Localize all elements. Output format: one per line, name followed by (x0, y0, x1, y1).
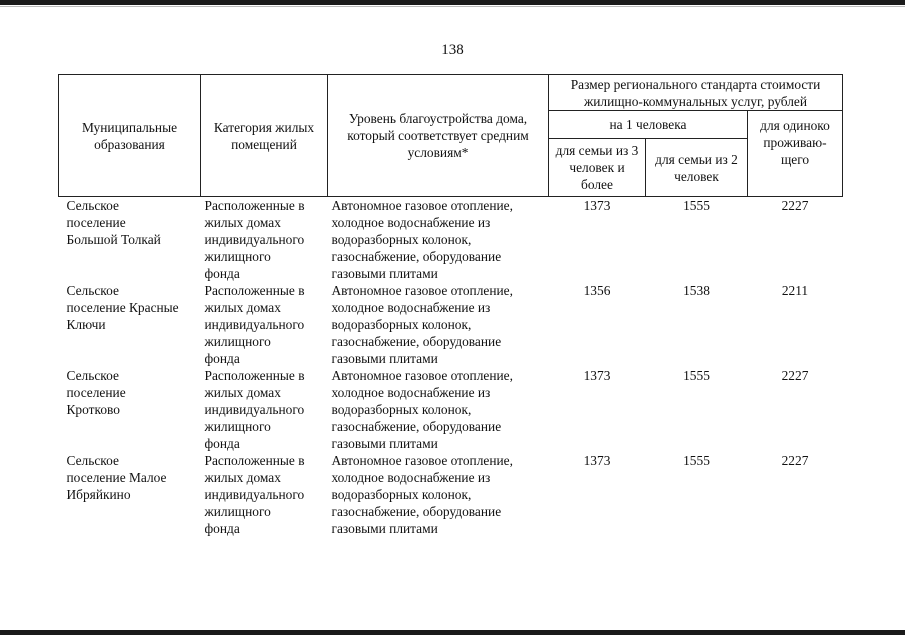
cell-family-2: 1555 (683, 198, 710, 213)
header-per-person: на 1 человека (549, 111, 748, 139)
cell-single: 2211 (781, 283, 809, 298)
cell-family-3plus: 1373 (583, 198, 611, 213)
header-single: для одиноко проживаю-щего (748, 111, 843, 197)
cell-family-2: 1555 (683, 368, 710, 383)
cell-category: Расположенные в жилых домах индивидуального жилищного фонда (204, 198, 305, 281)
cell-municipality: Сельское поселение Красные Ключи (66, 283, 179, 332)
page-number: 138 (441, 42, 464, 58)
cell-family-2: 1538 (683, 283, 710, 298)
housing-standard-table (58, 74, 843, 537)
cell-single: 2227 (781, 453, 809, 468)
header-family-2: для семьи из 2 человек (646, 139, 748, 197)
cell-level: Автономное газовое отопление, холодное водоснабжение из водоразборных колонок, газоснабжение, оборудование газовыми плитами (331, 368, 513, 451)
cell-family-3plus: 1373 (583, 368, 611, 383)
table-row (59, 367, 843, 452)
header-category: Категория жилых помещений (201, 75, 328, 197)
cell-level: Автономное газовое отопление, холодное водоснабжение из водоразборных колонок, газоснабжение, оборудование газовыми плитами (331, 198, 513, 281)
header-family-3plus: для семьи из 3 человек и более (549, 139, 646, 197)
cell-family-3plus: 1356 (583, 283, 611, 298)
scan-border-top (0, 0, 905, 5)
header-standard-size: Размер регионального стандарта стоимости жилищно-коммунальных услуг, рублей (549, 75, 843, 111)
header-municipality: Муниципальные образования (59, 75, 201, 197)
table-row (59, 282, 843, 367)
table-row (59, 452, 843, 537)
cell-category: Расположенные в жилых домах индивидуального жилищного фонда (204, 453, 305, 536)
header-level: Уровень благоустройства дома, который соответствует средним условиям* (328, 75, 549, 197)
cell-family-2: 1555 (683, 453, 710, 468)
table-row (59, 197, 843, 283)
cell-category: Расположенные в жилых домах индивидуального жилищного фонда (204, 283, 305, 366)
cell-level: Автономное газовое отопление, холодное водоснабжение из водоразборных колонок, газоснабжение, оборудование газовыми плитами (331, 453, 513, 536)
cell-category: Расположенные в жилых домах индивидуального жилищного фонда (204, 368, 305, 451)
cell-municipality: Сельское поселение Большой Толкай (66, 198, 161, 247)
scan-border-bottom (0, 630, 905, 635)
cell-municipality: Сельское поселение Кротково (66, 368, 126, 417)
cell-municipality: Сельское поселение Малое Ибряйкино (66, 453, 167, 502)
cell-single: 2227 (781, 368, 809, 383)
cell-single: 2227 (781, 198, 809, 213)
cell-level: Автономное газовое отопление, холодное водоснабжение из водоразборных колонок, газоснабжение, оборудование газовыми плитами (331, 283, 513, 366)
scan-border-top-line (0, 6, 905, 7)
cell-family-3plus: 1373 (583, 453, 611, 468)
